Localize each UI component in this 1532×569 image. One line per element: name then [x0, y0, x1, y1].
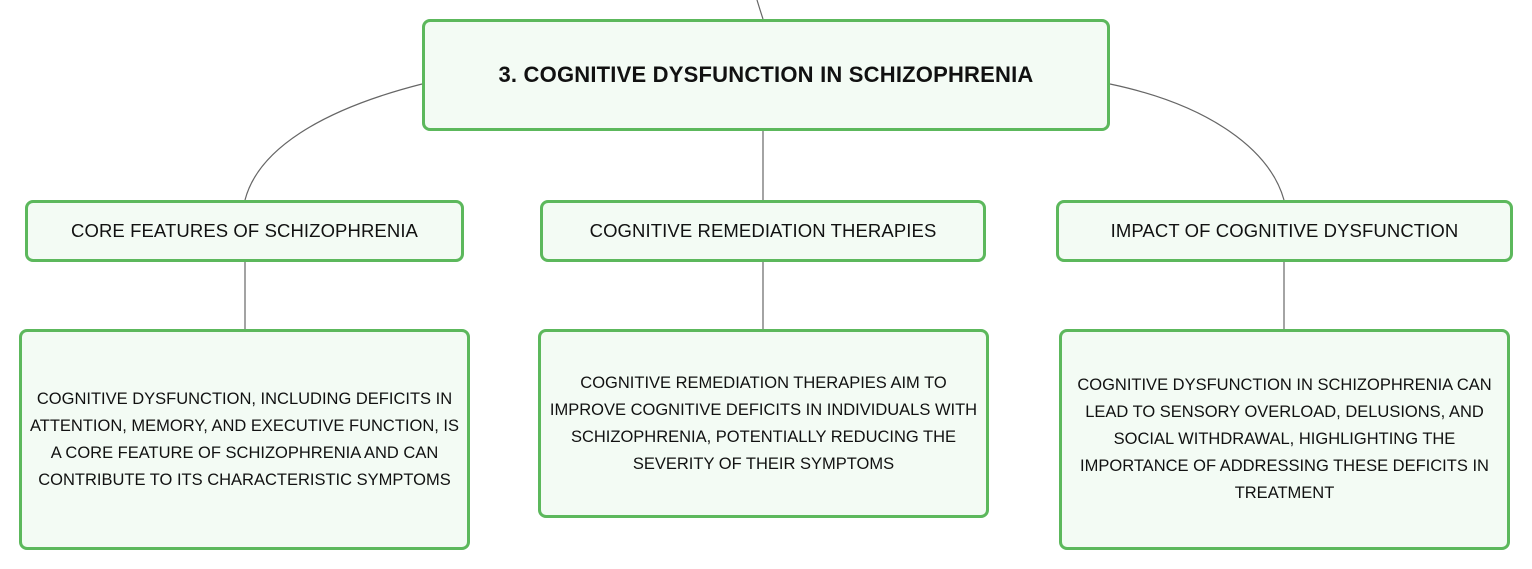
branch-node-remediation-therapies[interactable]	[540, 200, 986, 262]
branch-node-label: COGNITIVE REMEDIATION THERAPIES	[589, 220, 937, 241]
connector-parent-to-root	[757, 0, 763, 19]
branch-node-label: CORE FEATURES OF SCHIZOPHRENIA	[71, 220, 418, 241]
root-node[interactable]	[422, 19, 1110, 131]
connector-root-to-branch-core-features	[245, 84, 422, 200]
connector-root-to-branch-impact	[1110, 84, 1284, 200]
branch-node-label: IMPACT OF COGNITIVE DYSFUNCTION	[1110, 220, 1459, 241]
detail-node-core-features[interactable]	[19, 329, 470, 550]
branch-node-core-features[interactable]	[25, 200, 464, 262]
detail-node-remediation-therapies[interactable]	[538, 329, 989, 518]
detail-node-text: COGNITIVE REMEDIATION THERAPIES AIM TO IMPROVE COGNITIVE DEFICITS IN INDIVIDUALS WITH SCHIZOPHRENIA, POTENTIALLY REDUCING THE SEVERITY OF THEIR SYMPTOMS	[549, 373, 978, 473]
root-node-label: 3. COGNITIVE DYSFUNCTION IN SCHIZOPHRENIA	[498, 62, 1034, 87]
detail-node-impact[interactable]	[1059, 329, 1510, 550]
branch-node-impact[interactable]	[1056, 200, 1513, 262]
detail-node-text: COGNITIVE DYSFUNCTION IN SCHIZOPHRENIA CAN LEAD TO SENSORY OVERLOAD, DELUSIONS, AND SOCIAL WITHDRAWAL, HIGHLIGHTING THE IMPORTANCE OF ADDRESSING THESE DEFICITS IN TREATMENT	[1077, 376, 1492, 502]
detail-node-text: COGNITIVE DYSFUNCTION, INCLUDING DEFICITS IN ATTENTION, MEMORY, AND EXECUTIVE FUNCTION, IS A CORE FEATURE OF SCHIZOPHRENIA AND CAN CONTRIBUTE TO ITS CHARACTERISTIC SYMPTOMS	[29, 389, 460, 489]
